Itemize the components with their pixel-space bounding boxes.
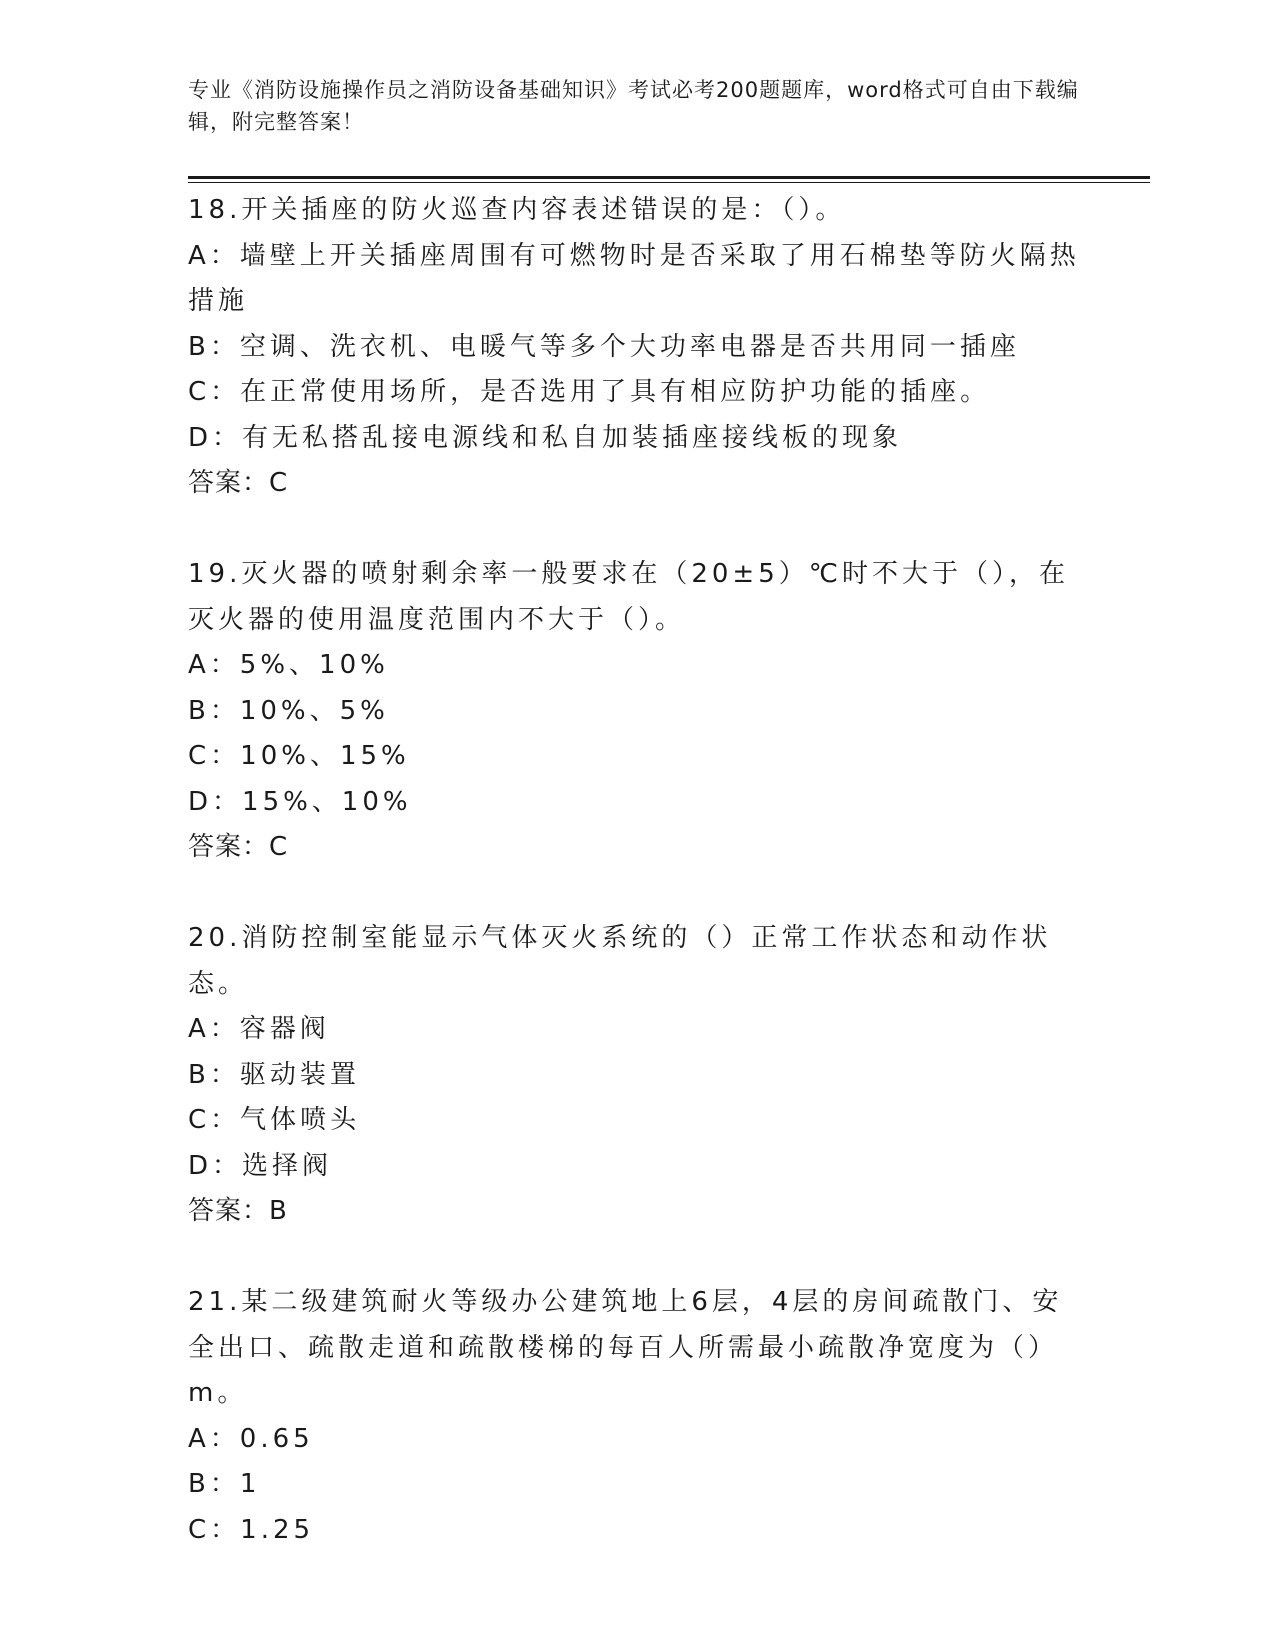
option-b: B：1 bbox=[188, 1469, 261, 1499]
question-title: 19.灭火器的喷射剩余率一般要求在（20±5）℃时不大于（），在灭火器的使用温度范围内不大于（）。 bbox=[188, 559, 1069, 635]
option-c: C：1.25 bbox=[188, 1514, 315, 1545]
question-title: 20.消防控制室能显示气体灭火系统的（）正常工作状态和动作状态。 bbox=[188, 923, 1052, 999]
option-b: B：驱动装置 bbox=[188, 1059, 360, 1090]
header-divider-thin bbox=[188, 182, 1150, 183]
option-b: B：空调、洗衣机、电暖气等多个大功率电器是否共用同一插座 bbox=[188, 331, 1020, 362]
question-21 bbox=[188, 1280, 1088, 1553]
question-title: 18.开关插座的防火巡查内容表述错误的是：（）。 bbox=[188, 195, 846, 225]
option-c: C：气体喷头 bbox=[188, 1105, 361, 1135]
question-spacer bbox=[188, 1235, 1088, 1281]
question-18 bbox=[188, 188, 1088, 507]
answer: 答案：C bbox=[188, 832, 289, 862]
question-19 bbox=[188, 552, 1088, 871]
question-list bbox=[188, 188, 1088, 1553]
answer: 答案：B bbox=[188, 1196, 288, 1226]
option-a: A：容器阀 bbox=[188, 1014, 330, 1044]
answer: 答案：C bbox=[188, 468, 289, 498]
question-title: 21.某二级建筑耐火等级办公建筑地上6层，4层的房间疏散门、安全出口、疏散走道和疏散楼梯的每百人所需最小疏散净宽度为（）m。 bbox=[188, 1287, 1063, 1408]
question-20 bbox=[188, 916, 1088, 1235]
option-a: A：5%、10% bbox=[188, 650, 389, 680]
option-d: D：有无私搭乱接电源线和私自加装插座接线板的现象 bbox=[188, 422, 903, 453]
option-c: C：在正常使用场所，是否选用了具有相应防护功能的插座。 bbox=[188, 377, 991, 407]
option-a: A：0.65 bbox=[188, 1423, 314, 1454]
header-text: 专业《消防设施操作员之消防设备基础知识》考试必考200题题库，word格式可自由下载编辑，附完整答案！ bbox=[188, 78, 1079, 134]
option-d: D：15%、10% bbox=[188, 786, 412, 817]
option-a: A：墙壁上开关插座周围有可燃物时是否采取了用石棉垫等防火隔热措施 bbox=[188, 240, 1080, 316]
option-c: C：10%、15% bbox=[188, 741, 410, 771]
header-divider-thick bbox=[188, 176, 1150, 179]
option-d: D：选择阀 bbox=[188, 1150, 333, 1181]
document-header bbox=[188, 74, 1088, 138]
option-b: B：10%、5% bbox=[188, 695, 389, 726]
question-spacer bbox=[188, 871, 1088, 917]
question-spacer bbox=[188, 507, 1088, 553]
